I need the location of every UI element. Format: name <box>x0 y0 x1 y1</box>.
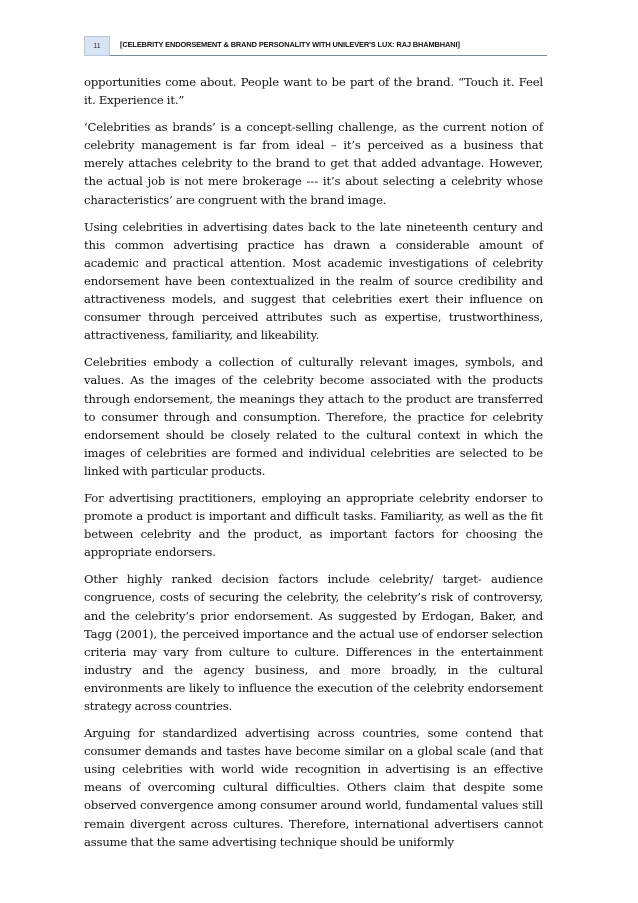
header-rule <box>110 55 547 56</box>
body-text <box>84 73 543 860</box>
page-header <box>84 36 547 56</box>
page-number: 11 <box>84 36 110 56</box>
paragraph-7: Arguing for standardized advertising across countries, some contend that consumer demands and tastes have become similar on a global scale (and that using celebrities with world wide recognition in advertising is an effective means of overcoming cultural difficulties. Others claim that despite some observed convergence among consumer around world, fundamental values still remain divergent across cultures. Therefore, international advertisers cannot assume that the same advertising technique should be uniformly <box>84 726 543 849</box>
paragraph-3: Using celebrities in advertising dates back to the late nineteenth century and this common advertising practice has drawn a considerable amount of academic and practical attention. Most academic investigations of celebrity endorsement have been contextualized in the realm of source credibility and attractiveness models, and suggest that celebrities exert their influence on consumer through perceived attributes such as expertise, trustworthiness, attractiveness, familiarity, and likeability. <box>84 219 543 343</box>
paragraph-5: For advertising practitioners, employing an appropriate celebrity endorser to promote a product is important and difficult tasks. Familiarity, as well as the fit between celebrity and the product, as important factors for choosing the appropriate endorsers. <box>84 490 543 560</box>
header-title: [CELEBRITY ENDORSEMENT & BRAND PERSONALITY WITH UNILEVER'S LUX: RAJ BHAMBHANI] <box>120 40 460 49</box>
paragraph-2: ‘Celebrities as brands’ is a concept-selling challenge, as the current notion of celebrity management is far from ideal – it’s perceived as a business that merely attaches celebrity to the brand to get that added advantage. However, the actual job is not mere brokerage --- it’s about selecting a celebrity whose characteristics’ are congruent with the brand image. <box>84 120 543 207</box>
paragraph-6: Other highly ranked decision factors include celebrity/ target- audience congruence, costs of securing the celebrity, the celebrity’s risk of controversy, and the celebrity’s prior endorsement. As suggested by Erdogan, Baker, and Tagg (2001), the perceived importance and the actual use of endorser selection criteria may vary from culture to culture. Differences in the entertainment industry and the agency business, and more broadly, in the cultural environments are likely to influence the execution of the celebrity endorsement strategy across countries. <box>84 572 543 713</box>
paragraph-4: Celebrities embody a collection of culturally relevant images, symbols, and values. As the images of the celebrity become associated with the products through endorsement, the meanings they attach to the product are transferred to consumer through and consumption. Therefore, the practice for celebrity endorsement should be closely related to the cultural context in which the images of celebrities are formed and individual celebrities are selected to be linked with particular products. <box>84 355 543 478</box>
paragraph-1: opportunities come about. People want to be part of the brand. “Touch it. Feel it. Experience it.” <box>84 75 543 108</box>
